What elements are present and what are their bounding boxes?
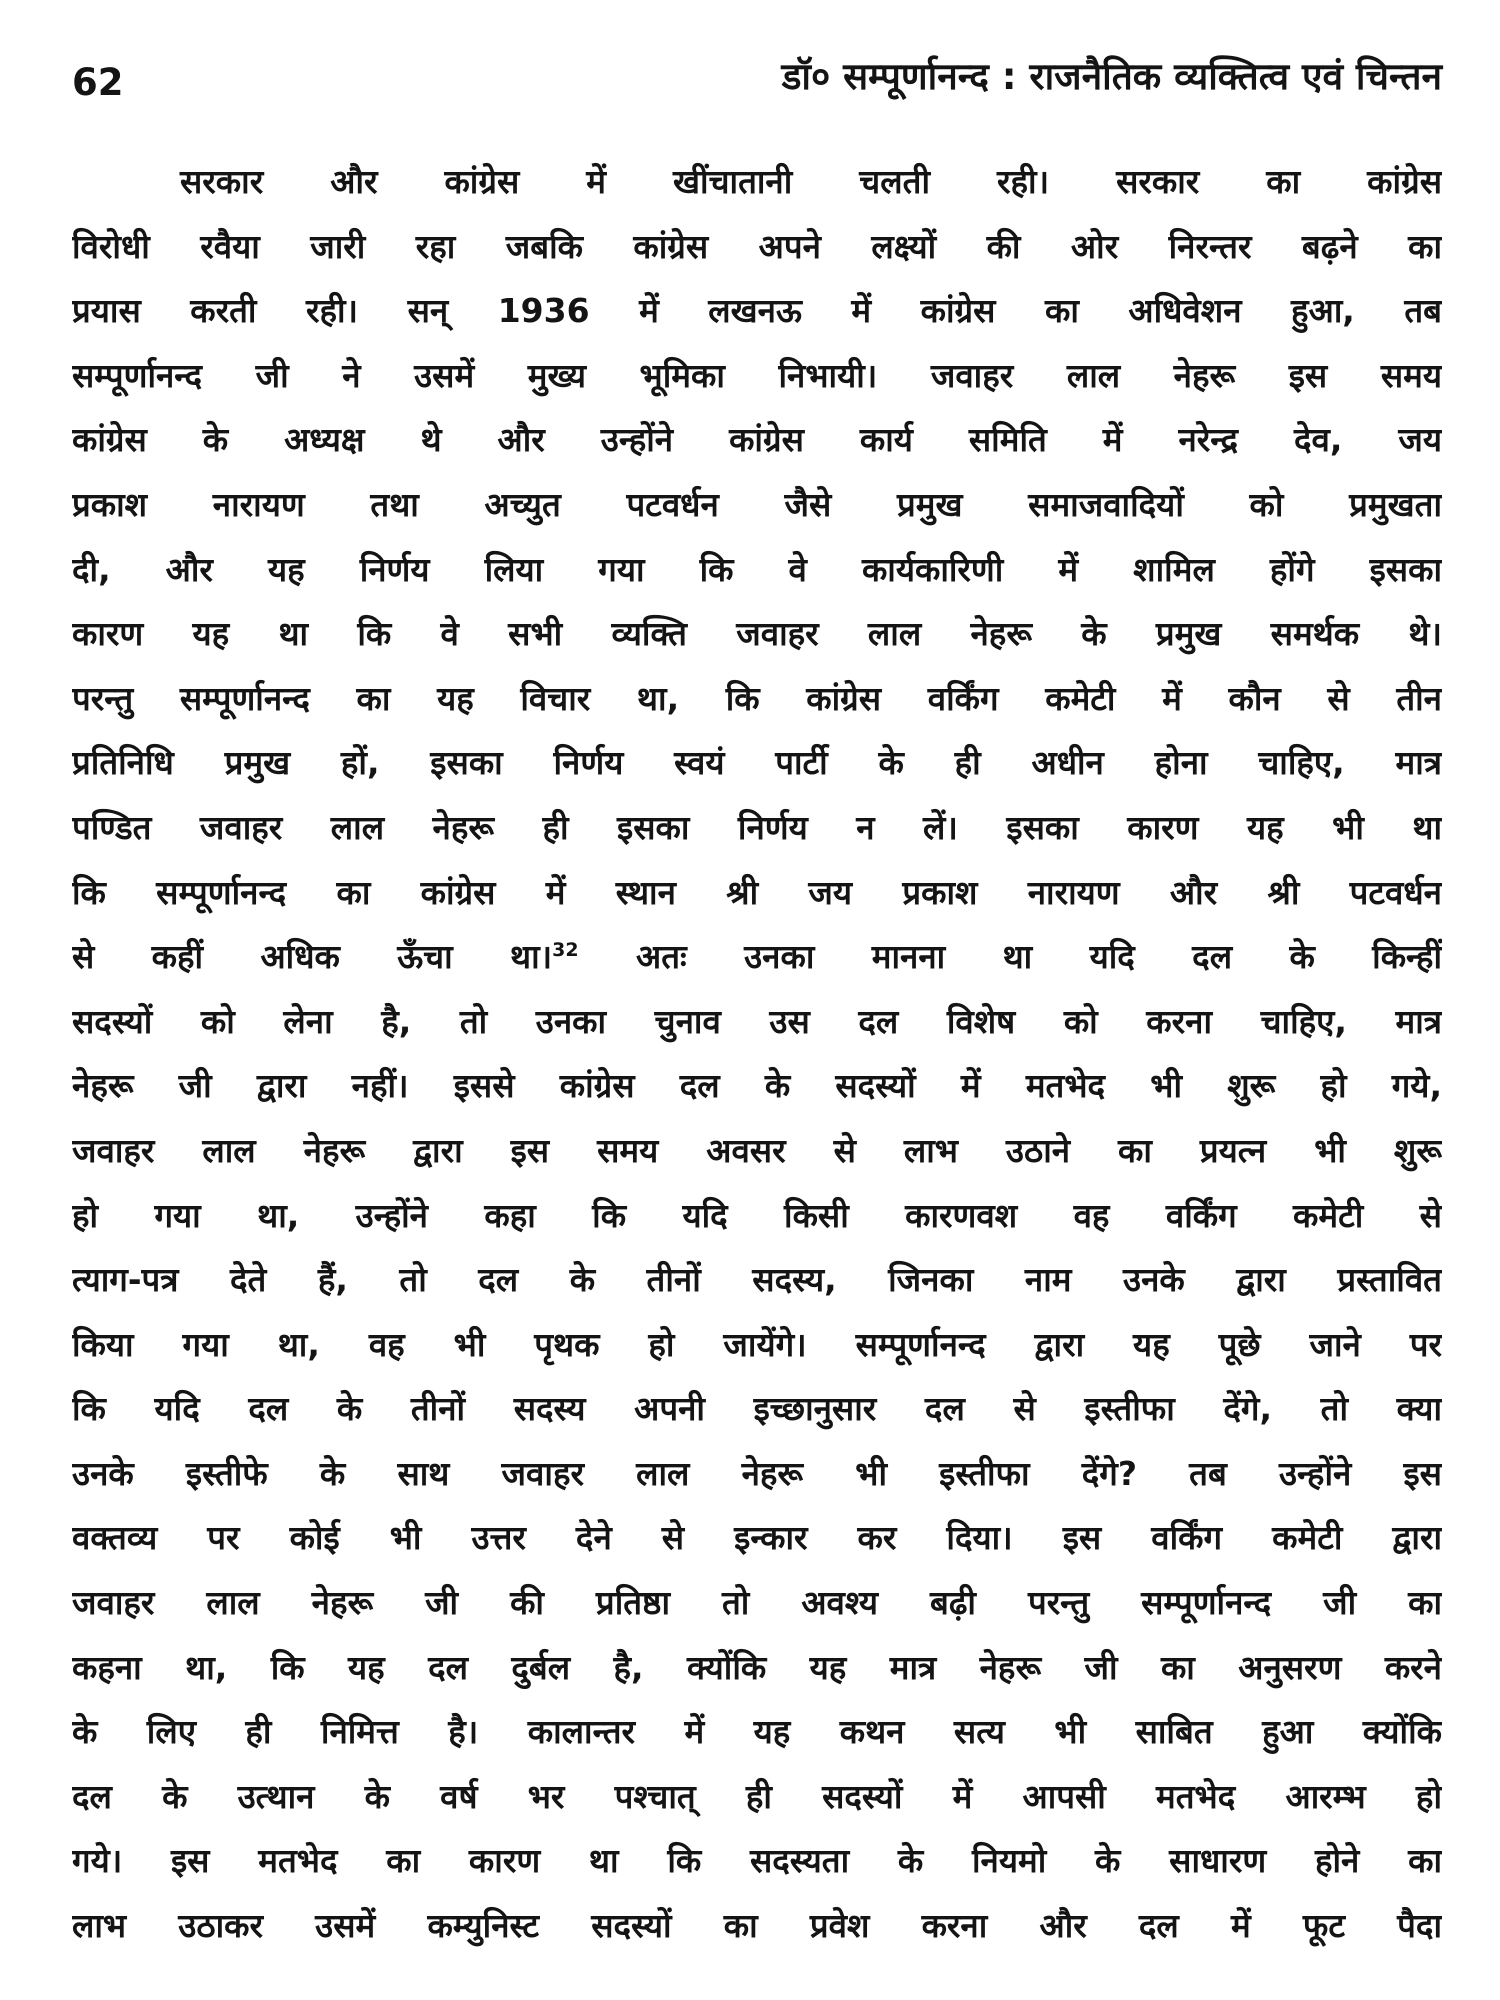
page-number: 62 bbox=[72, 61, 124, 104]
text-line: के लिए ही निमित्त है। कालान्तर में यह कथन सत्य भी साबित हुआ क्योंकि bbox=[72, 1712, 1442, 1752]
text-segment: अतः उनका मानना था यदि दल के किन्हीं bbox=[636, 937, 1442, 977]
text-line: सरकार और कांग्रेस में खींचातानी चलती रही। सरकार का कांग्रेस bbox=[180, 162, 1442, 201]
running-title: डॉ० सम्पूर्णानन्द : राजनैतिक व्यक्तित्व एवं चिन्तन bbox=[781, 55, 1442, 98]
text-line: कि सम्पूर्णानन्द का कांग्रेस में स्थान श्री जय प्रकाश नारायण और श्री पटवर्धन bbox=[72, 872, 1442, 912]
text-line: त्याग-पत्र देते हैं, तो दल के तीनों सदस्य, जिनका नाम उनके द्वारा प्रस्तावित bbox=[72, 1260, 1442, 1300]
text-line: कि यदि दल के तीनों सदस्य अपनी इच्छानुसार दल से इस्तीफा देंगे, तो क्या bbox=[72, 1389, 1442, 1429]
text-line: दी, और यह निर्णय लिया गया कि वे कार्यकारिणी में शामिल होंगे इसका bbox=[72, 549, 1442, 589]
text-line: सम्पूर्णानन्द जी ने उसमें मुख्य भूमिका निभायी। जवाहर लाल नेहरू इस समय bbox=[72, 355, 1442, 395]
text-line: नेहरू जी द्वारा नहीं। इससे कांग्रेस दल के सदस्यों में मतभेद भी शुरू हो गये, bbox=[72, 1066, 1442, 1106]
text-line: विरोधी रवैया जारी रहा जबकि कांग्रेस अपने लक्ष्यों की ओर निरन्तर बढ़ने का bbox=[72, 226, 1442, 266]
text-line: गये। इस मतभेद का कारण था कि सदस्यता के नियमो के साधारण होने का bbox=[72, 1841, 1442, 1881]
text-line: पण्डित जवाहर लाल नेहरू ही इसका निर्णय न लें। इसका कारण यह भी था bbox=[72, 807, 1442, 847]
text-line: प्रयास करती रही। सन् 1936 में लखनऊ में कांग्रेस का अधिवेशन हुआ, तब bbox=[72, 291, 1442, 331]
text-line: परन्तु सम्पूर्णानन्द का यह विचार था, कि कांग्रेस वर्किंग कमेटी में कौन से तीन bbox=[72, 678, 1442, 718]
text-line: उनके इस्तीफे के साथ जवाहर लाल नेहरू भी इस्तीफा देंगे? तब उन्होंने इस bbox=[72, 1453, 1442, 1493]
text-line: वक्तव्य पर कोई भी उत्तर देने से इन्कार कर दिया। इस वर्किंग कमेटी द्वारा bbox=[72, 1518, 1442, 1558]
text-line: कांग्रेस के अध्यक्ष थे और उन्होंने कांग्रेस कार्य समिति में नरेन्द्र देव, जय bbox=[72, 420, 1442, 460]
text-line: दल के उत्थान के वर्ष भर पश्चात् ही सदस्यों में आपसी मतभेद आरम्भ हो bbox=[72, 1776, 1442, 1816]
text-line: जवाहर लाल नेहरू जी की प्रतिष्ठा तो अवश्य बढ़ी परन्तु सम्पूर्णानन्द जी का bbox=[72, 1583, 1442, 1623]
text-line: प्रतिनिधि प्रमुख हों, इसका निर्णय स्वयं पार्टी के ही अधीन होना चाहिए, मात्र bbox=[72, 743, 1442, 783]
text-line: प्रकाश नारायण तथा अच्युत पटवर्धन जैसे प्रमुख समाजवादियों को प्रमुखता bbox=[72, 484, 1442, 524]
body-paragraph bbox=[72, 150, 1442, 1959]
footnote-reference: 32 bbox=[552, 939, 579, 962]
text-segment: से कहीं अधिक ऊँचा था। bbox=[72, 937, 553, 977]
text-line: किया गया था, वह भी पृथक हो जायेंगे। सम्पूर्णानन्द द्वारा यह पूछे जाने पर bbox=[72, 1324, 1442, 1364]
text-line: लाभ उठाकर उसमें कम्युनिस्ट सदस्यों का प्रवेश करना और दल में फूट पैदा bbox=[72, 1906, 1442, 1946]
text-line: हो गया था, उन्होंने कहा कि यदि किसी कारणवश वह वर्किंग कमेटी से bbox=[72, 1195, 1442, 1235]
text-line: सदस्यों को लेना है, तो उनका चुनाव उस दल विशेष को करना चाहिए, मात्र bbox=[72, 1001, 1442, 1041]
text-line: कहना था, कि यह दल दुर्बल है, क्योंकि यह मात्र नेहरू जी का अनुसरण करने bbox=[72, 1647, 1442, 1687]
text-line-with-footnote bbox=[72, 925, 1442, 990]
text-line: कारण यह था कि वे सभी व्यक्ति जवाहर लाल नेहरू के प्रमुख समर्थक थे। bbox=[72, 614, 1442, 654]
page-header bbox=[72, 52, 1442, 112]
text-line: जवाहर लाल नेहरू द्वारा इस समय अवसर से लाभ उठाने का प्रयत्न भी शुरू bbox=[72, 1130, 1442, 1170]
